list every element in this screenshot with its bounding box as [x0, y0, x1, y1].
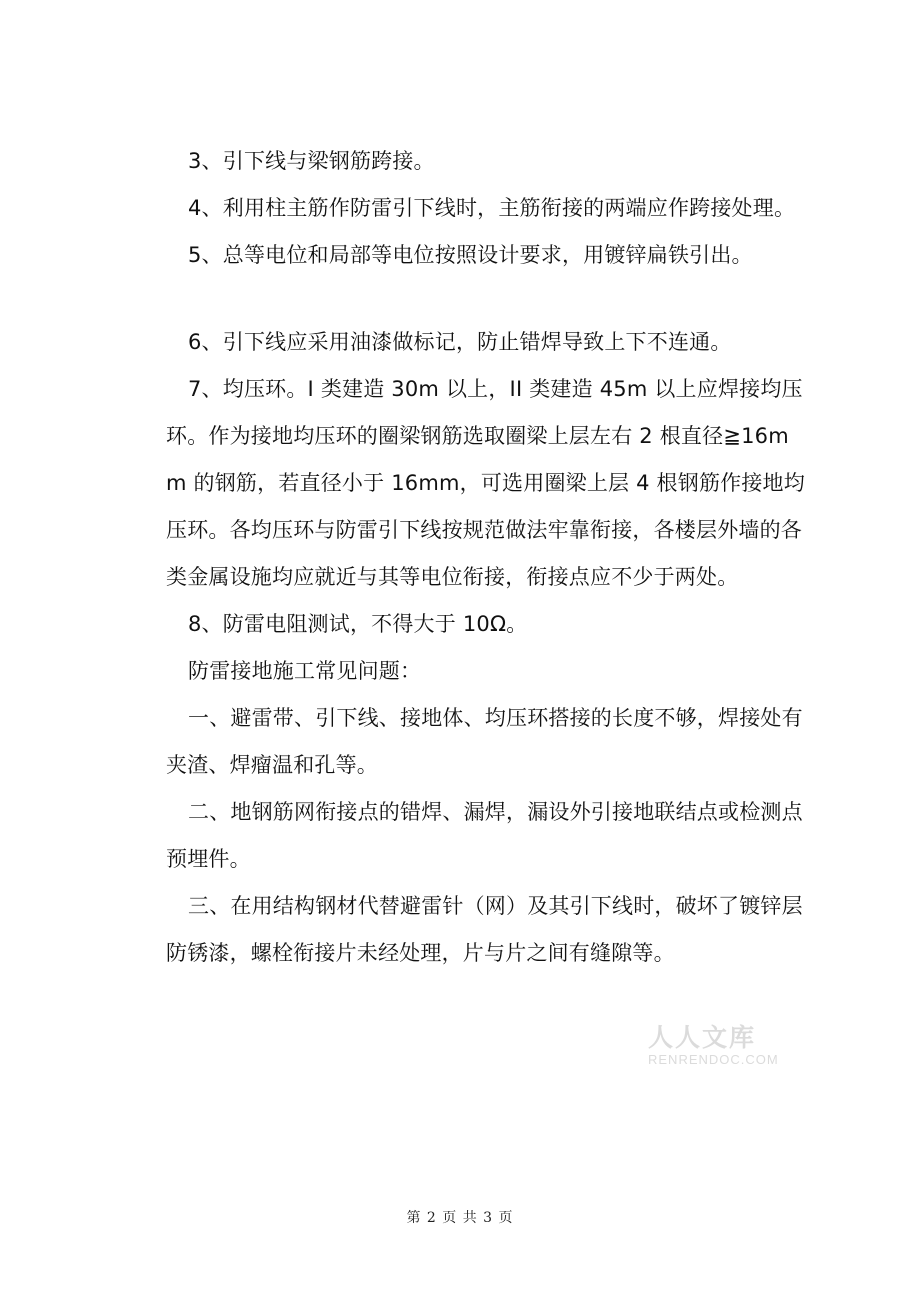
document-body	[166, 138, 806, 977]
paragraph-item-6: 6、引下线应采用油漆做标记，防止错焊导致上下不连通。	[188, 330, 732, 354]
issue-item-1: 一、避雷带、引下线、接地体、均压环搭接的长度不够，焊接处有夹渣、焊瘤温和孔等。	[166, 706, 803, 777]
paragraph-item-8: 8、防雷电阻测试，不得大于 10Ω。	[188, 612, 528, 636]
issue-item-2: 二、地钢筋网衔接点的错焊、漏焊，漏设外引接地联结点或检测点预埋件。	[166, 800, 803, 871]
paragraph-gap	[166, 279, 806, 319]
paragraph-item-4: 4、利用柱主筋作防雷引下线时，主筋衔接的两端应作跨接处理。	[188, 196, 796, 220]
watermark-main-text: 人人文库	[648, 1024, 757, 1052]
watermark-sub-text: RENRENDOC.COM	[648, 1052, 779, 1067]
paragraph-item-5: 5、总等电位和局部等电位按照设计要求，用镀锌扁铁引出。	[188, 243, 753, 267]
watermark-logo	[648, 1024, 798, 1080]
issue-item-3: 三、在用结构钢材代替避雷针（网）及其引下线时，破坏了镀锌层防锈漆，螺栓衔接片未经处理，片与片之间有缝隙等。	[166, 894, 803, 965]
paragraph-item-7: 7、均压环。I 类建造 30m 以上，II 类建造 45m 以上应焊接均压环。作为接地均压环的圈梁钢筋选取圈梁上层左右 2 根直径≧16mm 的钢筋，若直径小于 16mm，可选用圈梁上层 4 根钢筋作接地均压环。各均压环与防雷引下线按规范做法牢靠衔接，各楼层外墙的各类金属设施均应就近与其等电位衔接，衔接点应不少于两处。	[166, 377, 805, 589]
section-heading-common-issues: 防雷接地施工常见问题：	[188, 659, 422, 683]
paragraph-item-3: 3、引下线与梁钢筋跨接。	[188, 149, 435, 173]
page-number-footer: 第 2 页 共 3 页	[406, 1210, 514, 1226]
